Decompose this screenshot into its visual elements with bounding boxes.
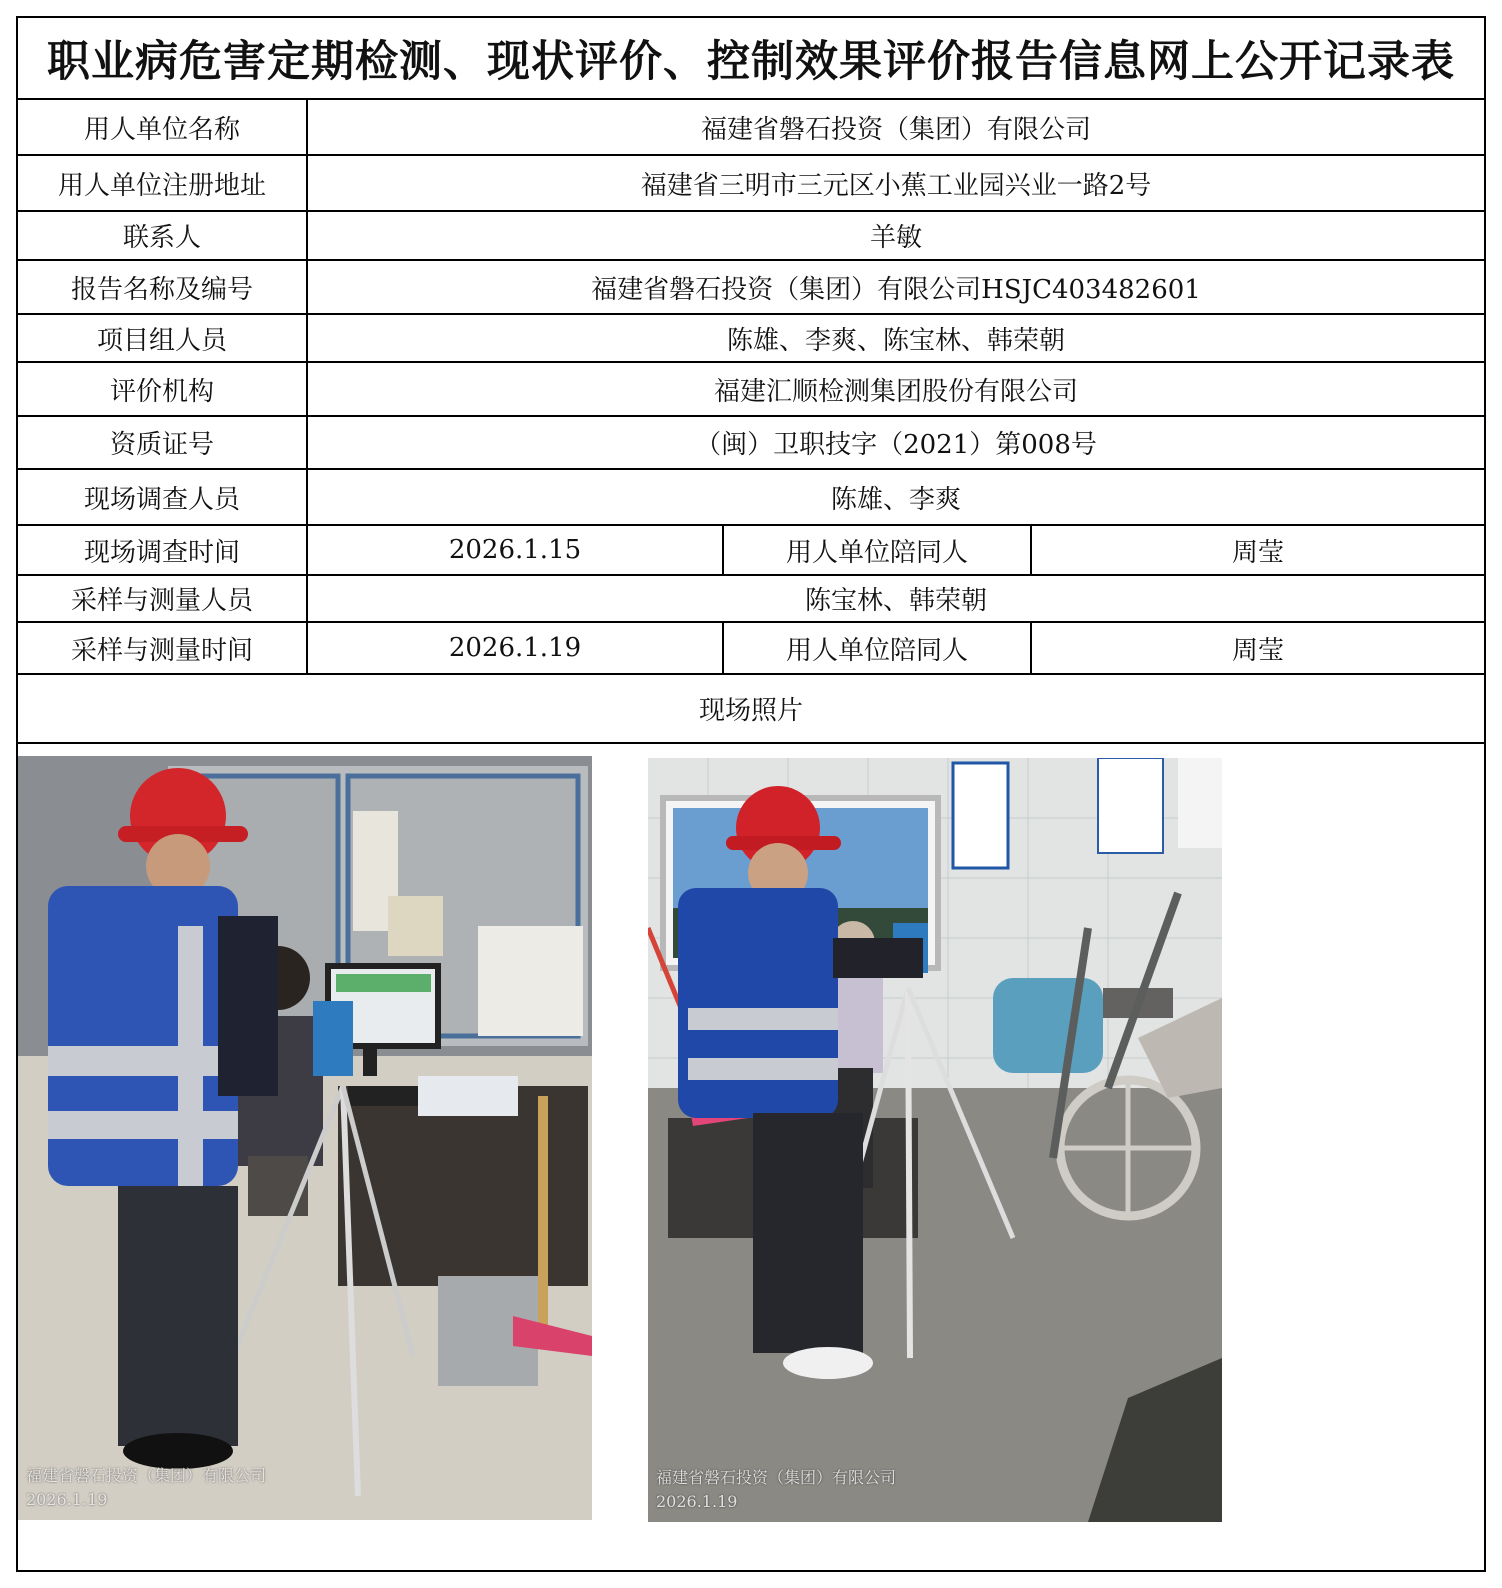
employer-name-label: 用人单位名称: [18, 100, 308, 154]
photo-right-watermark: [656, 1466, 896, 1514]
sampling-staff-value: 陈宝林、韩荣朝: [804, 586, 987, 616]
site-photo-right: [648, 758, 1222, 1522]
contact-value: 羊敏: [869, 223, 922, 253]
agency-label: 评价机构: [18, 363, 308, 415]
agency-value: 福建汇顺检测集团股份有限公司: [713, 376, 1078, 407]
row-survey-time: [18, 526, 1484, 576]
row-sampling-staff: [18, 576, 1484, 623]
employer-name-value: 福建省磐石投资（集团）有限公司: [700, 114, 1091, 145]
row-license: [18, 417, 1484, 470]
survey-staff-label: 现场调查人员: [18, 470, 308, 524]
row-contact: [18, 212, 1484, 261]
document-title: 职业病危害定期检测、现状评价、控制效果评价报告信息网上公开记录表: [18, 18, 1484, 100]
survey-staff-value: 陈雄、李爽: [830, 484, 961, 515]
sampling-time-value: 2026.1.19: [308, 623, 724, 673]
report-name-label: 报告名称及编号: [18, 261, 308, 313]
row-agency: [18, 363, 1484, 417]
license-value: （闽）卫职技字（2021）第008号: [695, 430, 1097, 460]
survey-escort-label: 用人单位陪同人: [724, 526, 1032, 574]
survey-time-value: 2026.1.15: [308, 526, 724, 574]
survey-time-label: 现场调查时间: [18, 526, 308, 574]
photo-left-caption-date: 2026.1.19: [26, 1490, 108, 1509]
sampling-escort-label: 用人单位陪同人: [724, 623, 1032, 673]
report-name-value: 福建省磐石投资（集团）有限公司HSJC403482601: [591, 274, 1201, 305]
license-label: 资质证号: [18, 417, 308, 468]
photo-right-caption-date: 2026.1.19: [656, 1492, 738, 1511]
photo-area: [18, 744, 1484, 1564]
team-value: 陈雄、李爽、陈宝林、韩荣朝: [726, 325, 1065, 356]
site-photo-left: [18, 756, 592, 1520]
row-survey-staff: [18, 470, 1484, 526]
row-report-name: [18, 261, 1484, 315]
sampling-staff-label: 采样与测量人员: [18, 576, 308, 621]
survey-escort-value: 周莹: [1231, 537, 1284, 568]
record-sheet: [16, 16, 1486, 1572]
employer-address-label: 用人单位注册地址: [18, 156, 308, 210]
sampling-escort-value: 周莹: [1231, 635, 1284, 666]
employer-address-value: 福建省三明市三元区小蕉工业园兴业一路2号: [640, 170, 1152, 201]
sampling-time-label: 采样与测量时间: [18, 623, 308, 673]
photo-left-caption-company: 福建省磐石投资（集团）有限公司: [26, 1466, 267, 1485]
row-team: [18, 315, 1484, 363]
team-label: 项目组人员: [18, 315, 308, 361]
row-employer-name: [18, 100, 1484, 156]
photo-left-watermark: [26, 1464, 266, 1512]
photos-heading: 现场照片: [18, 675, 1484, 744]
contact-label: 联系人: [18, 212, 308, 259]
row-sampling-time: [18, 623, 1484, 675]
photo-right-caption-company: 福建省磐石投资（集团）有限公司: [656, 1468, 897, 1487]
row-employer-address: [18, 156, 1484, 212]
